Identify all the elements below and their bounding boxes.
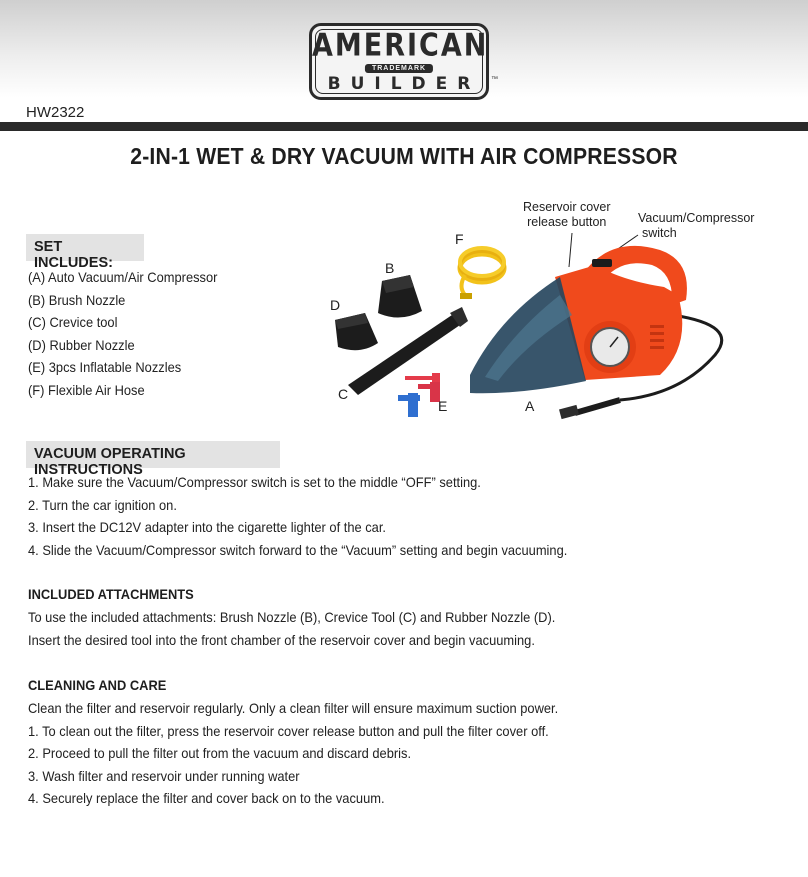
vacuum-body-item: [470, 246, 722, 419]
list-item: (F) Flexible Air Hose: [28, 381, 145, 398]
air-hose-item: [460, 248, 504, 299]
product-illustration: [320, 195, 780, 425]
list-item: 3. Wash filter and reservoir under running water: [28, 767, 300, 784]
rubber-nozzle-item: [335, 313, 378, 350]
vacuum-instructions-heading: VACUUM OPERATING INSTRUCTIONS: [26, 441, 280, 468]
logo-trademark-banner: TRADEMARK: [365, 64, 433, 73]
brush-nozzle-item: [378, 275, 422, 318]
attachments-text: [28, 606, 601, 651]
list-item: 3. Insert the DC12V adapter into the cigarette lighter of the car.: [28, 519, 386, 535]
callout-letter-c: C: [338, 386, 349, 402]
paragraph-line: To use the included attachments: Brush Nozzle (B), Crevice Tool (C) and Rubber Nozzle (D).: [28, 609, 556, 625]
set-includes-list: [28, 266, 234, 401]
inflatable-nozzles-item: [398, 373, 440, 417]
list-item: (B) Brush Nozzle: [28, 291, 126, 308]
page-title: 2-IN-1 WET & DRY VACUUM WITH AIR COMPRESSOR: [130, 143, 678, 169]
list-item: (E) 3pcs Inflatable Nozzles: [28, 359, 182, 375]
paragraph-line: Insert the desired tool into the front chamber of the reservoir cover and begin vacuuming.: [28, 631, 535, 648]
callout-letter-f: F: [455, 231, 464, 247]
trademark-symbol: ™: [491, 76, 498, 83]
vacuum-instructions-list: [28, 471, 614, 561]
list-item: (A) Auto Vacuum/Air Compressor: [28, 269, 218, 285]
logo-wordmark-top: AMERICAN: [312, 27, 489, 64]
callout-letter-a: A: [525, 398, 535, 414]
list-item: 2. Proceed to pull the filter out from the vacuum and discard debris.: [28, 745, 412, 761]
set-includes-heading: SET INCLUDES:: [26, 234, 144, 261]
cleaning-heading: CLEANING AND CARE: [28, 677, 167, 693]
switch-label: Vacuum/Compressor switch: [638, 211, 755, 240]
list-item: 1. To clean out the filter, press the reservoir cover release button and pull the filter cover off.: [28, 722, 549, 739]
model-number: HW2322: [26, 104, 85, 121]
paragraph-line: Clean the filter and reservoir regularly. Only a clean filter will ensure maximum suction power.: [28, 700, 559, 716]
brand-logo: [309, 23, 489, 100]
reservoir-button-label: Reservoir cover release button: [523, 200, 611, 229]
list-item: 1. Make sure the Vacuum/Compressor switch is set to the middle “OFF” setting.: [28, 474, 481, 490]
cleaning-text: [28, 697, 604, 810]
list-item: (D) Rubber Nozzle: [28, 336, 135, 353]
list-item: 2. Turn the car ignition on.: [28, 496, 177, 513]
callout-letter-e: E: [438, 398, 448, 414]
list-item: 4. Securely replace the filter and cover back on to the vacuum.: [28, 790, 385, 806]
callout-letter-d: D: [330, 297, 341, 313]
attachments-heading: INCLUDED ATTACHMENTS: [28, 586, 194, 602]
reservoir-leader-line: [569, 233, 572, 267]
list-item: (C) Crevice tool: [28, 314, 118, 330]
callout-letter-b: B: [385, 260, 395, 276]
logo-wordmark-bottom: BUILDER: [327, 74, 481, 94]
header-divider: [0, 122, 808, 131]
list-item: 4. Slide the Vacuum/Compressor switch forward to the “Vacuum” setting and begin vacuuming.: [28, 541, 568, 558]
